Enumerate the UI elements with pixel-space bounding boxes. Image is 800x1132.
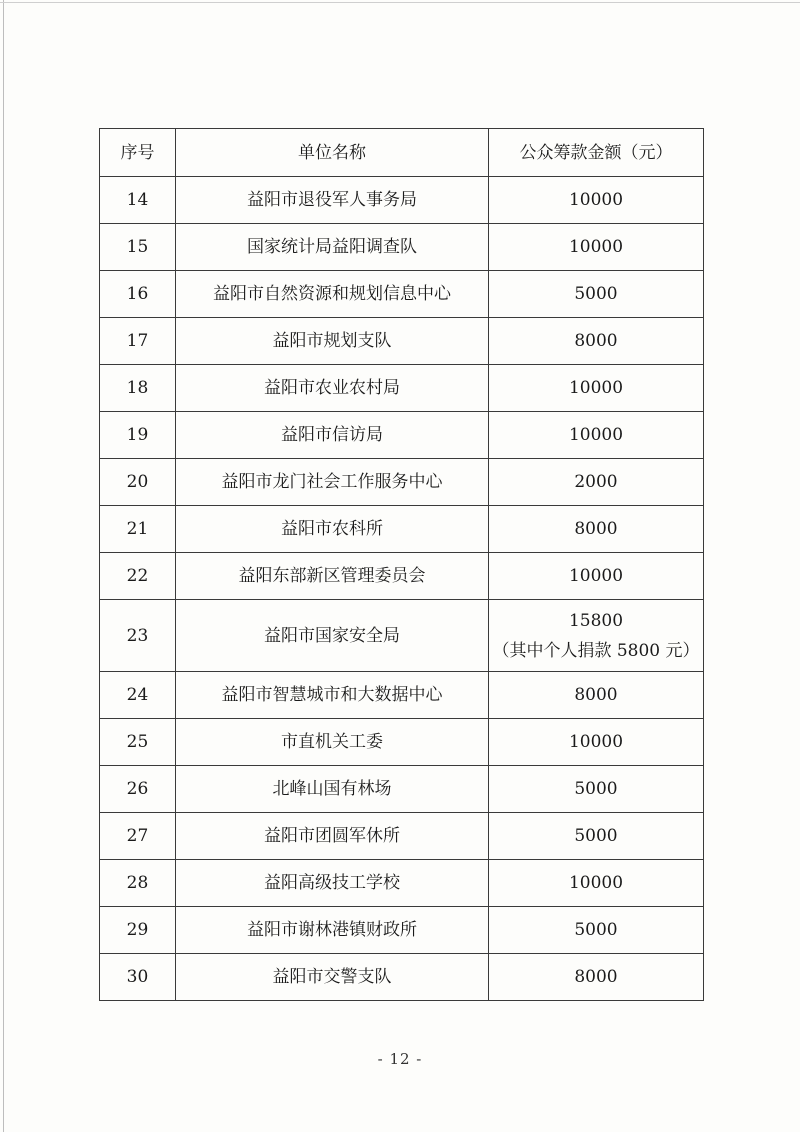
table-row <box>100 860 704 907</box>
row-unit-name: 益阳市信访局 <box>176 412 489 459</box>
row-amount: 5000 <box>574 284 618 304</box>
table-row <box>100 224 704 271</box>
row-amount-cell <box>489 365 704 412</box>
row-seq: 28 <box>100 860 176 907</box>
row-amount: 10000 <box>568 732 624 752</box>
row-unit-name: 益阳市退役军人事务局 <box>176 177 489 224</box>
row-amount-cell <box>489 412 704 459</box>
row-amount-cell <box>489 553 704 600</box>
row-seq: 18 <box>100 365 176 412</box>
table-body <box>100 177 704 1001</box>
row-seq: 21 <box>100 506 176 553</box>
page-top-edge-line <box>0 2 800 3</box>
row-amount-note: （其中个人捐款 5800 元） <box>492 640 700 661</box>
table-row <box>100 600 704 672</box>
row-amount: 5000 <box>574 826 618 846</box>
row-seq: 29 <box>100 907 176 954</box>
row-amount-cell <box>489 672 704 719</box>
table-row <box>100 459 704 506</box>
row-amount: 5000 <box>574 779 618 799</box>
table-row <box>100 412 704 459</box>
row-amount-cell <box>489 459 704 506</box>
row-seq: 24 <box>100 672 176 719</box>
row-amount-cell <box>489 600 704 672</box>
row-unit-name: 市直机关工委 <box>176 719 489 766</box>
row-seq: 25 <box>100 719 176 766</box>
row-unit-name: 益阳市龙门社会工作服务中心 <box>176 459 489 506</box>
row-unit-name: 益阳市自然资源和规划信息中心 <box>176 271 489 318</box>
page-number: - 12 - <box>377 1050 423 1068</box>
row-seq: 23 <box>100 600 176 672</box>
row-unit-name: 益阳市农业农村局 <box>176 365 489 412</box>
row-seq: 19 <box>100 412 176 459</box>
row-amount-cell <box>489 813 704 860</box>
row-amount: 2000 <box>574 472 618 492</box>
row-unit-name: 益阳市谢林港镇财政所 <box>176 907 489 954</box>
row-amount-cell <box>489 271 704 318</box>
row-amount-cell <box>489 719 704 766</box>
row-unit-name: 益阳东部新区管理委员会 <box>176 553 489 600</box>
page-edge-line <box>3 0 4 1132</box>
donation-table <box>99 128 704 1001</box>
row-unit-name: 益阳市规划支队 <box>176 318 489 365</box>
row-amount: 15800 <box>568 610 624 631</box>
header-unit-name: 单位名称 <box>176 129 489 177</box>
row-amount: 8000 <box>574 685 618 705</box>
row-seq: 20 <box>100 459 176 506</box>
row-unit-name: 国家统计局益阳调查队 <box>176 224 489 271</box>
row-amount: 10000 <box>568 378 624 398</box>
table-row <box>100 271 704 318</box>
row-unit-name: 益阳高级技工学校 <box>176 860 489 907</box>
row-unit-name: 益阳市智慧城市和大数据中心 <box>176 672 489 719</box>
table-row <box>100 719 704 766</box>
row-amount: 10000 <box>568 237 624 257</box>
table-row <box>100 177 704 224</box>
row-unit-name: 北峰山国有林场 <box>176 766 489 813</box>
table-row <box>100 813 704 860</box>
row-amount-cell <box>489 177 704 224</box>
row-amount-cell <box>489 318 704 365</box>
row-amount: 5000 <box>574 920 618 940</box>
table-row <box>100 907 704 954</box>
table-row <box>100 318 704 365</box>
row-seq: 15 <box>100 224 176 271</box>
row-amount-cell <box>489 860 704 907</box>
row-seq: 30 <box>100 954 176 1001</box>
row-amount-cell <box>489 766 704 813</box>
row-seq: 22 <box>100 553 176 600</box>
row-amount-cell <box>489 224 704 271</box>
header-row <box>100 129 704 177</box>
row-amount-cell <box>489 954 704 1001</box>
row-amount: 8000 <box>574 967 618 987</box>
row-seq: 16 <box>100 271 176 318</box>
table-row <box>100 506 704 553</box>
row-amount-cell <box>489 907 704 954</box>
table-row <box>100 766 704 813</box>
row-amount: 10000 <box>568 566 624 586</box>
row-amount: 8000 <box>574 331 618 351</box>
row-unit-name: 益阳市交警支队 <box>176 954 489 1001</box>
header-seq: 序号 <box>100 129 176 177</box>
row-unit-name: 益阳市团圆军休所 <box>176 813 489 860</box>
table-row <box>100 954 704 1001</box>
row-amount: 10000 <box>568 425 624 445</box>
table-row <box>100 365 704 412</box>
row-seq: 14 <box>100 177 176 224</box>
row-unit-name: 益阳市农科所 <box>176 506 489 553</box>
row-amount: 10000 <box>568 873 624 893</box>
row-unit-name: 益阳市国家安全局 <box>176 600 489 672</box>
row-seq: 17 <box>100 318 176 365</box>
row-seq: 26 <box>100 766 176 813</box>
row-amount: 8000 <box>574 519 618 539</box>
table-row <box>100 672 704 719</box>
header-amount: 公众筹款金额（元） <box>489 129 704 177</box>
row-amount-cell <box>489 506 704 553</box>
table-header <box>100 129 704 177</box>
row-amount: 10000 <box>568 190 624 210</box>
row-seq: 27 <box>100 813 176 860</box>
table-row <box>100 553 704 600</box>
